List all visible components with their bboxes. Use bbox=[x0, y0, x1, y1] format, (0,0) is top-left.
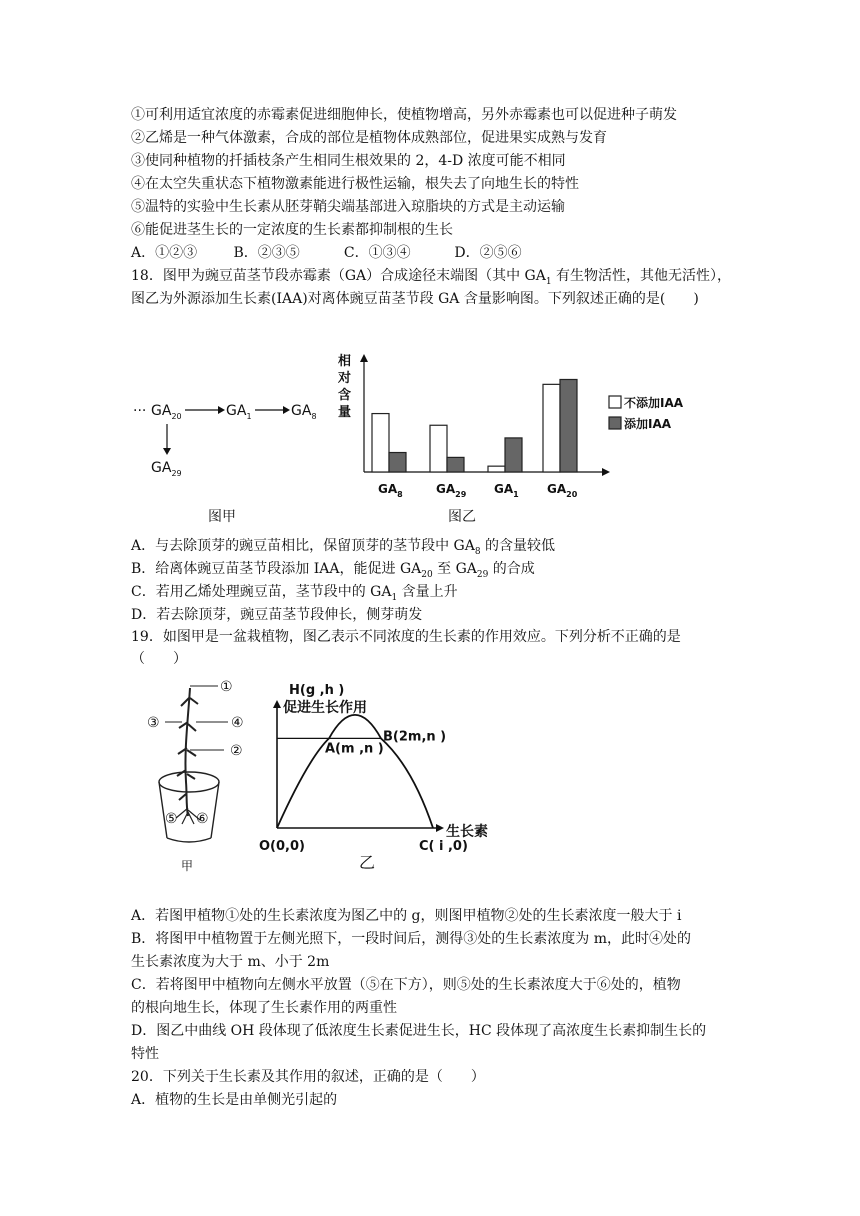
chart-ylabel: 相对含量 bbox=[338, 354, 352, 420]
q20-stem: 20．下列关于生长素及其作用的叙述，正确的是（ ） bbox=[131, 1069, 485, 1085]
q18-option-a[interactable]: A．与去除顶芽的豌豆苗相比，保留顶芽的茎节段中 $GA_8$ 的含量较低 bbox=[131, 538, 556, 557]
q18-option-d[interactable]: D．若去除顶芽，豌豆苗茎节段伸长，侧芽萌发 bbox=[131, 607, 423, 623]
q18-option-c[interactable]: C．若用乙烯处理豌豆苗，茎节段中的 $GA_1$ 含量上升 bbox=[131, 584, 458, 603]
q19-option-b[interactable]: B．将图甲中植物置于左侧光照下，一段时间后，测得③处的生长素浓度为 m，此时④处的 bbox=[131, 931, 692, 947]
bar-GA8-no-iaa bbox=[372, 414, 389, 472]
label-6: ⑥ bbox=[196, 811, 209, 827]
bar-GA8-iaa bbox=[389, 453, 406, 472]
x-tick-GA1: $GA_1$ bbox=[494, 482, 519, 499]
q19-option-d[interactable]: D．图乙中曲线 OH 段体现了低浓度生长素促进生长，HC 段体现了高浓度生长素抑制生长的 bbox=[131, 1023, 707, 1039]
fig-jia-label: 图甲 bbox=[208, 509, 236, 525]
label-3: ③ bbox=[147, 715, 160, 731]
q17-option-d[interactable]: D．②⑤⑥ bbox=[454, 245, 522, 261]
legend-label-1: 添加IAA bbox=[624, 417, 672, 431]
q19-option-d-cont: 特性 bbox=[131, 1046, 159, 1062]
statement-1: ①可利用适宜浓度的赤霉素促进细胞伸长，使植物增高，另外赤霉素也可以促进种子萌发 bbox=[131, 107, 677, 123]
q17-option-c[interactable]: C．①③④ bbox=[343, 245, 411, 261]
point-label-o: O(0,0) bbox=[259, 839, 305, 854]
q19-option-b-cont: 生长素浓度为大于 m、小于 2m bbox=[131, 954, 330, 970]
legend-swatch-0 bbox=[609, 396, 621, 408]
pathway-diagram bbox=[133, 403, 317, 525]
pathway-ga8: $GA_8$ bbox=[291, 403, 317, 421]
legend-label-0: 不添加IAA bbox=[624, 396, 684, 410]
chart-xlabel: 生长素 bbox=[446, 824, 488, 840]
q17-options bbox=[131, 243, 522, 263]
q18-stem-line1: 18．图甲为豌豆苗茎节段赤霉素（GA）合成途径末端图（其中 $GA_1$ 有生物活性，其他无活性）， bbox=[131, 268, 732, 287]
bar-GA20-no-iaa bbox=[543, 384, 560, 472]
q19-option-a[interactable]: A．若图甲植物①处的生长素浓度为图乙中的 g，则图甲植物②处的生长素浓度一般大于 i bbox=[131, 908, 682, 924]
chart-ylabel: 促进生长作用 bbox=[283, 700, 367, 716]
label-5: ⑤ bbox=[165, 811, 178, 827]
bar-GA29-no-iaa bbox=[430, 425, 447, 472]
fig-yi-label: 图乙 bbox=[448, 509, 476, 525]
bar-GA1-iaa bbox=[505, 438, 522, 472]
plant-labels bbox=[147, 679, 244, 873]
bar-GA29-iaa bbox=[447, 457, 464, 472]
statement-4: ④在太空失重状态下植物激素能进行极性运输，根失去了向地生长的特性 bbox=[131, 176, 579, 192]
auxin-curve-chart bbox=[259, 683, 488, 872]
ga-bar-chart bbox=[337, 353, 684, 525]
q17-option-a[interactable]: A．①②③ bbox=[131, 245, 198, 261]
x-tick-GA20: $GA_{20}$ bbox=[547, 482, 578, 499]
legend-swatch-1 bbox=[609, 417, 621, 429]
pathway-ga29: $GA_{29}$ bbox=[151, 460, 182, 478]
q17-option-b[interactable]: B．②③⑤ bbox=[233, 245, 300, 261]
label-1: ① bbox=[220, 679, 233, 695]
label-4: ④ bbox=[231, 715, 244, 731]
q19-stem-line2: （ ） bbox=[131, 651, 187, 667]
q18-option-b[interactable]: B．给离体豌豆苗茎节段添加 IAA，能促进 $GA_{20}$ 至 $GA_{29}$ 的合成 bbox=[131, 561, 535, 580]
label-2: ② bbox=[230, 743, 243, 759]
q19-stem-line1: 19．如图甲是一盆栽植物，图乙表示不同浓度的生长素的作用效应。下列分析不正确的是 bbox=[131, 629, 681, 645]
q19-option-c-cont: 的根向地生长，体现了生长素作用的两重性 bbox=[131, 1000, 397, 1016]
point-label-c: C( i ,0) bbox=[419, 839, 468, 854]
pathway-prefix: ··· bbox=[133, 403, 147, 419]
fig-jia-label: 甲 bbox=[181, 859, 194, 873]
q18-stem-line2: 图乙为外源添加生长素(IAA)对离体豌豆苗茎节段 GA 含量影响图。下列叙述正确的是( ) bbox=[131, 291, 699, 307]
x-tick-GA29: $GA_{29}$ bbox=[436, 482, 467, 499]
pathway-ga1: $GA_1$ bbox=[226, 403, 252, 421]
q18-figure bbox=[0, 300, 860, 530]
statement-5: ⑤温特的实验中生长素从胚芽鞘尖端基部进入琼脂块的方式是主动运输 bbox=[131, 199, 565, 215]
fig-yi-label: 乙 bbox=[359, 853, 376, 872]
bar-GA1-no-iaa bbox=[488, 466, 505, 472]
q19-figure bbox=[0, 670, 860, 890]
point-label-b: B(2m,n ) bbox=[383, 729, 447, 745]
pathway-ga20: $GA_{20}$ bbox=[151, 403, 182, 421]
statement-2: ②乙烯是一种气体激素，合成的部位是植物体成熟部位，促进果实成熟与发育 bbox=[131, 130, 607, 146]
q19-option-c[interactable]: C．若将图甲中植物向左侧水平放置（⑤在下方），则⑤处的生长素浓度大于⑥处的，植物 bbox=[131, 977, 681, 993]
point-label-a: A(m ,n ) bbox=[325, 741, 384, 757]
bar-GA20-iaa bbox=[560, 379, 577, 472]
x-tick-GA8: $GA_8$ bbox=[378, 482, 403, 499]
point-label-h: H(g ,h ) bbox=[289, 683, 345, 698]
statement-3: ③使同种植物的扦插枝条产生相同生根效果的 2，4-D 浓度可能不相同 bbox=[131, 153, 566, 169]
statement-6: ⑥能促进茎生长的一定浓度的生长素都抑制根的生长 bbox=[131, 222, 453, 238]
q20-option-a[interactable]: A．植物的生长是由单侧光引起的 bbox=[131, 1092, 338, 1108]
